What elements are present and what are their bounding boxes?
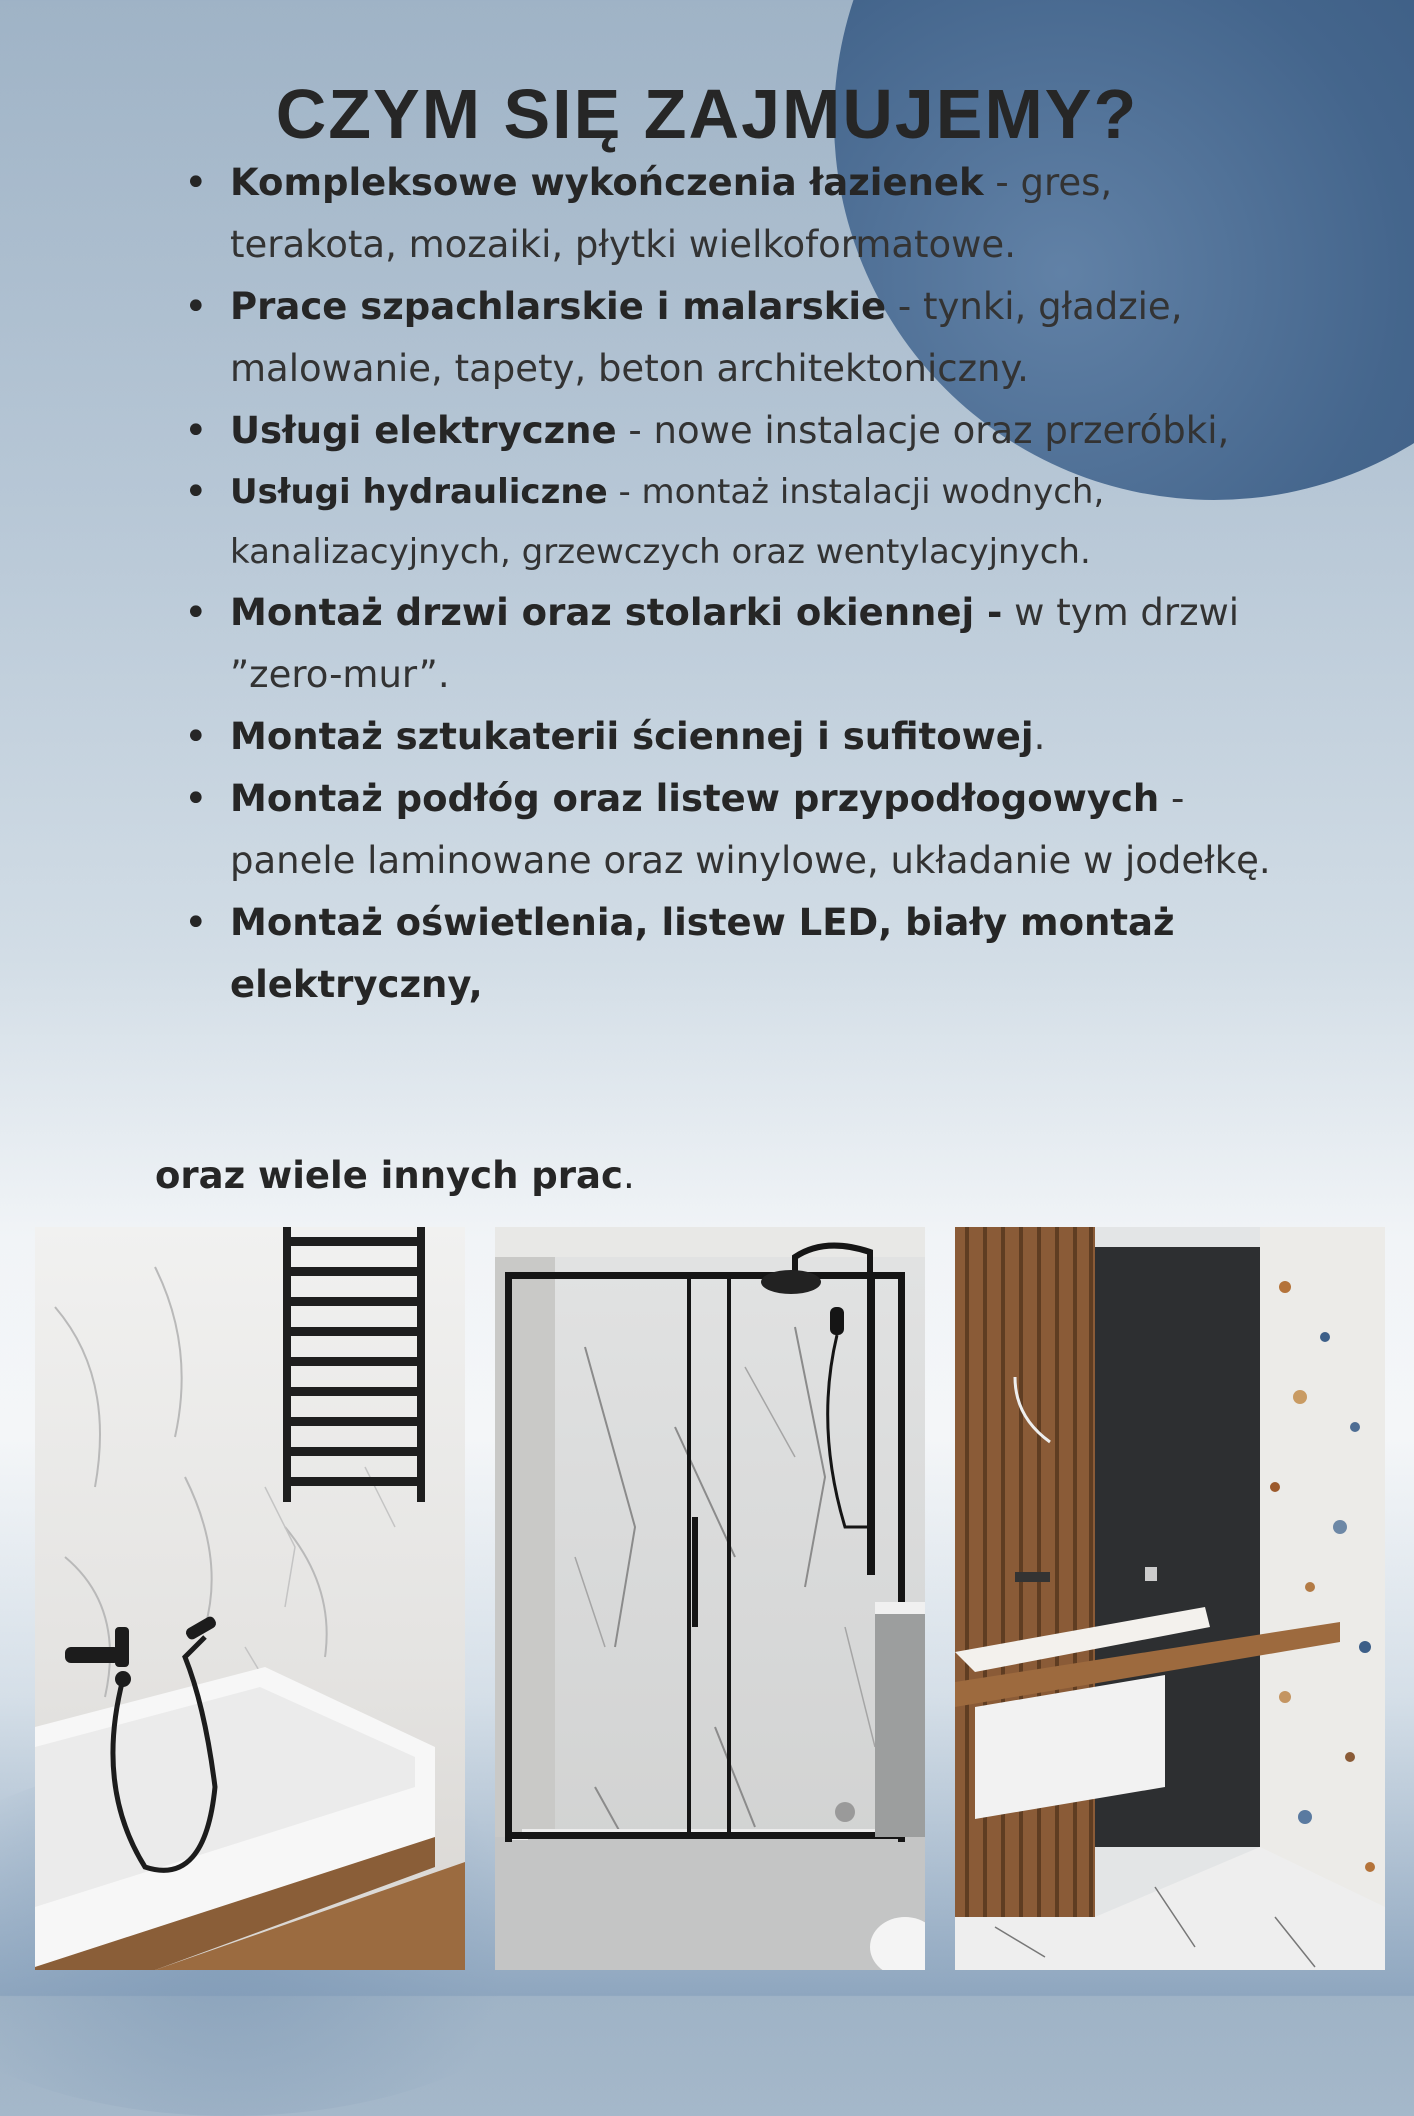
footer-text — [155, 1148, 635, 1204]
vanity-illustration — [955, 1227, 1385, 1970]
service-name: Usługi elektryczne — [230, 409, 617, 452]
service-name: Montaż oświetlenia, listew LED, biały montaż elektryczny, — [230, 901, 1175, 1006]
vanity-photo — [955, 1227, 1385, 1970]
service-item-floors — [180, 768, 1290, 892]
service-name: Kompleksowe wykończenia łazienek — [230, 161, 984, 204]
shower-photo — [495, 1227, 925, 1970]
service-item-bathrooms — [180, 152, 1290, 276]
service-detail: - gres, terakota, mozaiki, płytki wielkoformatowe. — [230, 161, 1113, 266]
footer-rest: . — [622, 1154, 635, 1197]
page-title: CZYM SIĘ ZAJMUJEMY? — [275, 75, 1139, 153]
service-detail: - montaż instalacji wodnych, kanalizacyjnych, grzewczych oraz wentylacyjnych. — [230, 472, 1105, 572]
service-item-lighting — [180, 892, 1290, 1016]
service-item-doors — [180, 582, 1290, 706]
service-detail: . — [1033, 715, 1046, 758]
service-detail: w tym drzwi ”zero-mur”. — [230, 591, 1240, 696]
shower-illustration — [495, 1227, 925, 1970]
service-name: Montaż podłóg oraz listew przypodłogowych — [230, 777, 1160, 820]
service-name: Usługi hydrauliczne — [230, 472, 608, 512]
service-name: Montaż drzwi oraz stolarki okiennej - — [230, 591, 1003, 634]
bathtub-illustration — [35, 1227, 465, 1970]
service-item-stucco — [180, 706, 1290, 768]
bathtub-photo — [35, 1227, 465, 1970]
service-detail: - panele laminowane oraz winylowe, układanie w jodełkę. — [230, 777, 1271, 882]
service-name: Montaż sztukaterii ściennej i sufitowej — [230, 715, 1034, 758]
service-item-plumbing — [180, 462, 1290, 582]
footer-bold: oraz wiele innych prac — [155, 1154, 623, 1197]
service-item-electrical — [180, 400, 1290, 462]
service-name: Prace szpachlarskie i malarskie — [230, 285, 887, 328]
service-detail: - tynki, gładzie, malowanie, tapety, beton architektoniczny. — [230, 285, 1183, 390]
service-item-painting — [180, 276, 1290, 400]
service-list — [180, 152, 1290, 1016]
service-detail: - nowe instalacje oraz przeróbki, — [616, 409, 1230, 452]
